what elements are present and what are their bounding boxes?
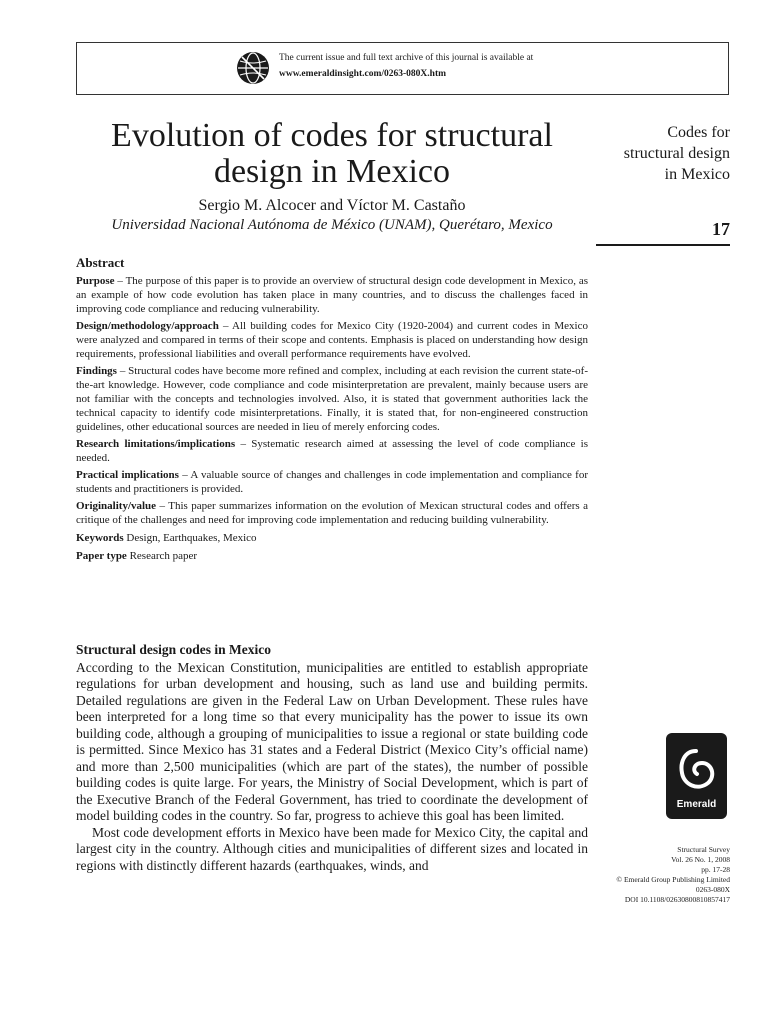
abstract-text: – A valuable source of changes and challenges in code implementation and compliance for students and practitioners is provided.	[76, 469, 588, 495]
abstract-item	[76, 499, 588, 527]
journal-pages: pp. 17-28	[701, 865, 730, 874]
running-head-line: in Mexico	[664, 166, 730, 183]
abstract-label: Originality/value	[76, 500, 157, 512]
abstract-item	[76, 364, 588, 434]
emerald-swirl-icon	[674, 741, 719, 797]
journal-copyright: © Emerald Group Publishing Limited	[616, 875, 730, 884]
abstract-item	[76, 468, 588, 496]
journal-name: Structural Survey	[677, 845, 730, 854]
running-head-line: structural design	[623, 145, 730, 162]
affiliation: Universidad Nacional Autónoma de México (UNAM), Querétaro, Mexico	[111, 217, 553, 233]
logo-wordmark: Emerald	[676, 799, 717, 810]
abstract-item	[76, 319, 588, 361]
abstract-text: – Systematic research aimed at assessing the level of code compliance is needed.	[76, 438, 588, 464]
journal-url[interactable]: www.emeraldinsight.com/0263-080X.htm	[279, 69, 447, 79]
abstract-text: – This paper summarizes information on the evolution of Mexican structural codes and offers a critique of the challenges and need for improving code implementation and reducing building vulnerability.	[76, 500, 588, 526]
globe-icon	[236, 51, 270, 85]
abstract	[76, 256, 588, 566]
abstract-label: Findings	[76, 365, 117, 377]
abstract-label: Design/methodology/approach	[76, 320, 219, 332]
paper-type-label: Paper type	[76, 550, 127, 562]
running-head	[590, 122, 730, 185]
keywords	[76, 531, 588, 545]
divider	[596, 244, 730, 246]
abstract-label: Purpose	[76, 275, 115, 287]
abstract-item	[76, 437, 588, 465]
paper-title: Evolution of codes for structural design in Mexico	[111, 117, 553, 190]
abstract-text: – The purpose of this paper is to provide an overview of structural design code development in Mexico, as an example of how code evolution has taken place in many countries, and to discuss the challenges faced in improving code compliance and reducing vulnerability.	[76, 275, 588, 315]
abstract-text: – All building codes for Mexico City (1920-2004) and current codes in Mexico were analyzed and compared in terms of their scope and contents. Emphasis is placed on understanding how design requirements, professional liabilities and overall performance requirements have evolved.	[76, 320, 588, 360]
journal-volume: Vol. 26 No. 1, 2008	[671, 855, 730, 864]
abstract-label: Research limitations/implications	[76, 438, 236, 450]
body-section	[76, 642, 588, 874]
page-number: 17	[712, 219, 730, 239]
journal-issn: 0263-080X	[695, 885, 730, 894]
paper-type-text: Research paper	[126, 550, 198, 562]
authors: Sergio M. Alcocer and Víctor M. Castaño	[198, 197, 466, 214]
abstract-item	[76, 274, 588, 316]
body-paragraph: Most code development efforts in Mexico have been made for Mexico City, the capital and largest city in the country. Although cities and municipalities of different sizes and located in regions with distinctly different hazards (earthquakes, winds, and	[76, 824, 588, 873]
journal-availability-box	[76, 42, 729, 95]
paper-type	[76, 549, 588, 563]
keywords-text: Design, Earthquakes, Mexico	[123, 532, 257, 544]
abstract-text: – Structural codes have become more refined and complex, including at each revision the current state-of-the-art knowledge. However, code compliance and code misinterpretation are prevalent, mainly because users are not familiar with the concepts and technologies involved. Also, it is stated that government authorities lack the technical capacity to identify code misinterpretations. Finally, it is stated that, for non-engineered construction guidelines, other educational sources are needed in lieu of merely enforcing codes.	[76, 365, 588, 433]
abstract-label: Practical implications	[76, 469, 179, 481]
journal-info	[592, 845, 730, 905]
journal-doi: DOI 10.1108/02630800810857417	[624, 895, 730, 904]
keywords-label: Keywords	[76, 532, 124, 544]
emerald-logo	[666, 733, 727, 819]
abstract-heading: Abstract	[76, 255, 125, 270]
running-head-line: Codes for	[667, 124, 730, 141]
availability-text: The current issue and full text archive of this journal is available at	[279, 53, 534, 63]
section-heading: Structural design codes in Mexico	[76, 642, 271, 657]
body-paragraph: According to the Mexican Constitution, municipalities are entitled to establish appropriate regulations for urban development and housing, such as land use and building permits. Detailed regulations are given in the Federal Law on Urban Development. These rules have been interpreted for a long time so that every municipality has the power to issue its own building code, although a grouping of municipalities to issue a regional or state building code is permitted. Since Mexico has 31 states and a Federal District (Mexico City’s official name) and more than 2,500 municipalities (which are part of the states), the number of possible building codes is quite large. For years, the Ministry of Social Development, which is part of the Executive Branch of the Federal Government, has tried to coordinate the development of model building codes in the country. So far, progress to achieve this goal has been limited.	[76, 659, 588, 823]
